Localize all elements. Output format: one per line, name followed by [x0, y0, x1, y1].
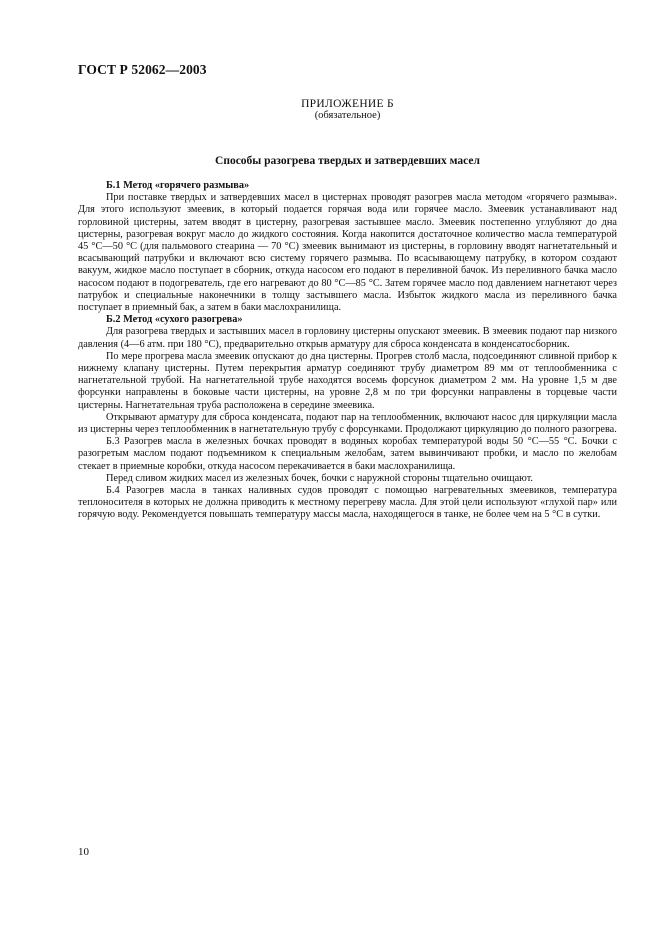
page-number: 10 — [78, 846, 89, 858]
paragraph-b3-2: Перед сливом жидких масел из железных бочек, бочки с наружной стороны тщательно очищают. — [106, 472, 533, 484]
subsection-heading-b2: Б.2 Метод «сухого разогрева» — [106, 314, 243, 326]
document-code: ГОСТ Р 52062—2003 — [78, 62, 207, 77]
appendix-title: ПРИЛОЖЕНИЕ Б — [301, 98, 394, 110]
paragraph-b4-1: Б.4 Разогрев масла в танках наливных судов проводят с помощью нагревательных змеевиков, температура теплоносителя в которых не должна приводить к местному перегреву масла. Для этой цели используют «глухой пар» или горячую воду. Рекомендуется повышать температуру массы масла, находящегося в танке, не более чем на 5 °С в сутки. — [78, 485, 617, 521]
section-title: Способы разогрева твердых и затвердевших масел — [215, 155, 480, 167]
paragraph-b2-3: Открывают арматуру для сброса конденсата, подают пар на теплообменник, включают насос для циркуляции масла из цистерны через теплообменник в нагнетательную трубу с форсунками. Продолжают циркуляцию до полного разогрева. — [78, 411, 617, 436]
paragraph-b2-2: По мере прогрева масла змеевик опускают до дна цистерны. Прогрев столб масла, подсоединяют сливной прибор к нижнему клапану цистерны. Путем перекрытия арматур соединяют трубу диаметром 89 мм от теплообменника с нагнетательной трубой. На нагнетательной трубе находятся восемь форсунок диаметром 2 мм. На уровне 1,5 м две форсунки направлены в боковые части цистерны, на уровне 2,8 м по три форсунки направлены в торцевые части цистерны. Нагнетательная труба расположена в середине змеевика. — [78, 350, 617, 411]
paragraph-b3-1: Б.3 Разогрев масла в железных бочках проводят в водяных коробах температурой воды 50 °С—55 °С. Бочки с разогретым маслом подают подъемником к специальным желобам, затем вывинчивают пробки, и масло по желобам стекает в приемные коробки, откуда насосом перекачивается в баки маслохранилища. — [78, 436, 617, 472]
paragraph-b2-1: Для разогрева твердых и застывших масел в горловину цистерны опускают змеевик. В змеевик подают пар низкого давления (4—6 атм. при 180 °С), предварительно открыв арматуру для сброса конденсата в конденсатосборник. — [78, 326, 617, 350]
paragraph-b1-1: При поставке твердых и затвердевших масел в цистернах проводят разогрев масла методом «горячего размыва». Для этого используют змеевик, в который подается горячая вода или горячее масло. Змеевик устанавливают над горловиной цистерны, затем вводят в цистерну, разогревая застывшее масло. Змеевик постепенно углубляют до дна цистерны, разогревая вокруг масло до жидкого состояния. Когда накопится достаточное количество масла температурой 45 °С—50 °С (для пальмового стеарина — 70 °С) змеевик вынимают из цистерны, в горловину вводят нагнетательный и всасывающий патрубки и включают всю систему горячего размыва. По всасывающему патрубку, в котором создают вакуум, жидкое масло поступает в сборник, откуда насосом его подают в переливной бачок. Из переливного бачка масло насосом подают в подогреватель, где его нагревают до 80 °С—85 °С. Затем горячее масло под давлением нагнетают через патрубок и специальные наконечники в толщу застывшего масла. Избыток жидкого масла из переливного бачка поступает в приемный бак, а затем в баки маслохранилища. — [78, 192, 617, 314]
subsection-heading-b1: Б.1 Метод «горячего размыва» — [106, 180, 250, 191]
appendix-status: (обязательное) — [314, 110, 381, 121]
document-body — [78, 180, 617, 522]
